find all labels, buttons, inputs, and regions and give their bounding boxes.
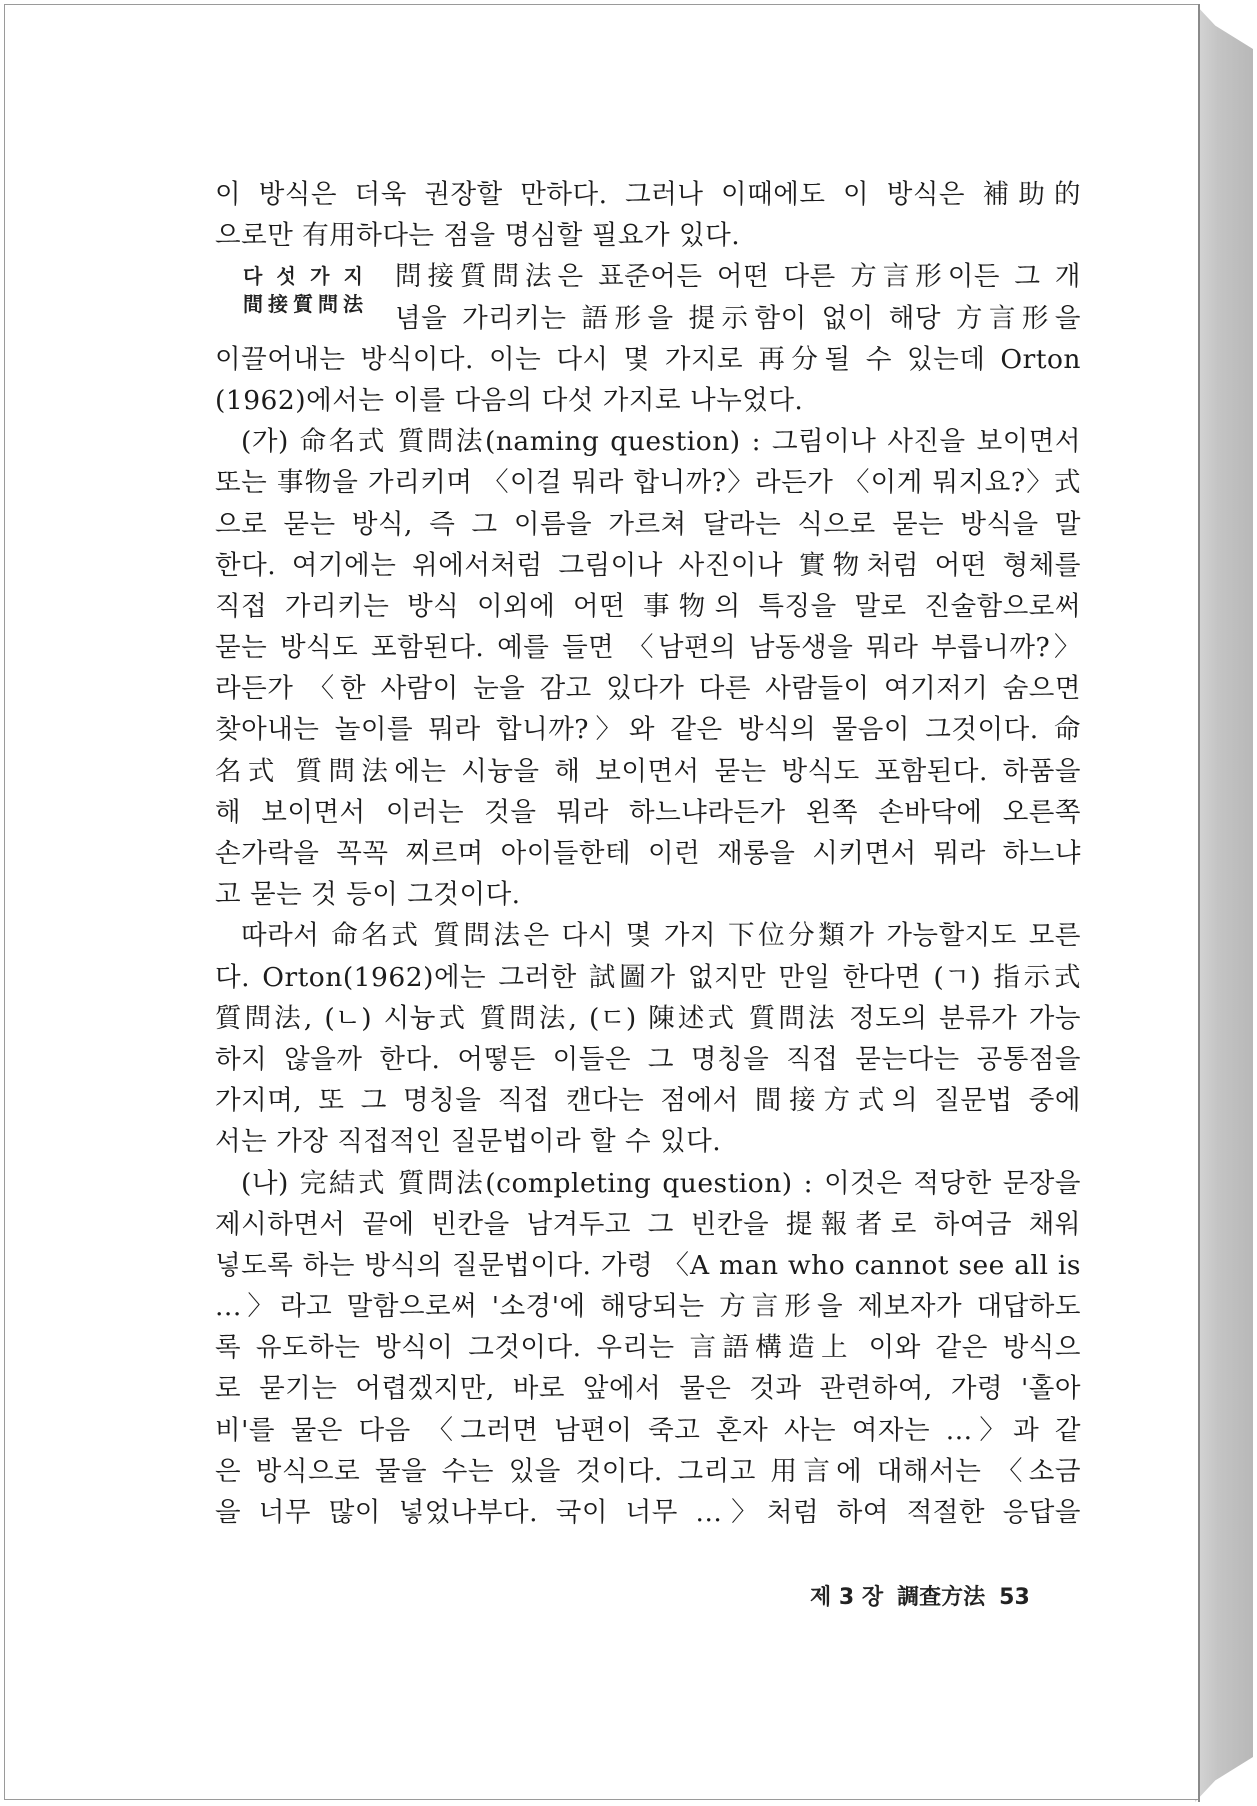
text-line: 하지 않을까 한다. 어떻든 이들은 그 명칭을 직접 묻는다는 공통점을	[215, 1043, 1081, 1075]
text-line: 또는 事物을 가리키며 〈이걸 뭐라 합니까?〉라든가 〈이게 뭐지요?〉式	[215, 467, 1081, 499]
page-edge-line	[1198, 4, 1200, 1802]
text-line: 록 유도하는 방식이 그것이다. 우리는 言語構造上 이와 같은 방식으	[215, 1332, 1081, 1364]
text-line: 제시하면서 끝에 빈칸을 남겨두고 그 빈칸을 提報者로 하여금 채워	[215, 1208, 1081, 1240]
text-line: 다. Orton(1962)에는 그러한 試圖가 없지만 만일 한다면 (ㄱ) 指示式	[215, 961, 1081, 993]
text-line: 찾아내는 놀이를 뭐라 합니까?〉와 같은 방식의 물음이 그것이다. 命	[215, 714, 1081, 746]
text-line: 質問法, (ㄴ) 시늉式 質問法, (ㄷ) 陳述式 質問法 정도의 분류가 가능	[215, 1002, 1081, 1034]
text-line: 한다. 여기에는 위에서처럼 그림이나 사진이나 實物처럼 어떤 형체를	[215, 549, 1081, 581]
body-text	[215, 174, 1081, 1533]
page-footer	[810, 1580, 1060, 1620]
text-line: 서는 가장 직접적인 질문법이라 할 수 있다.	[215, 1126, 722, 1158]
text-line: 해 보이면서 이러는 것을 뭐라 하느냐라든가 왼쪽 손바닥에 오른쪽	[215, 796, 1081, 828]
text-line: 고 묻는 것 등이 그것이다.	[215, 879, 521, 911]
side-heading-line-2: 間接質問法	[243, 292, 363, 317]
side-heading	[243, 262, 363, 318]
chapter-title: 調査方法	[897, 1585, 986, 1610]
text-line: 가지며, 또 그 명칭을 직접 캔다는 점에서 間接方式의 질문법 중에	[215, 1085, 1081, 1117]
text-line: (나) 完結式 質問法(completing question) : 이것은 적당한 문장을	[241, 1167, 1081, 1199]
text-line: (1962)에서는 이를 다음의 다섯 가지로 나누었다.	[215, 384, 804, 416]
text-line: 은 방식으로 물을 수는 있을 것이다. 그리고 用言에 대해서는 〈소금	[215, 1455, 1081, 1487]
text-line: 으로 묻는 방식, 즉 그 이름을 가르쳐 달라는 식으로 묻는 방식을 말	[215, 508, 1081, 540]
text-line: 問接質問法은 표준어든 어떤 다른 方言形이든 그 개	[395, 261, 1081, 293]
text-line: 이 방식은 더욱 권장할 만하다. 그러나 이때에도 이 방식은 補助的	[215, 179, 1081, 210]
text-line: 넣도록 하는 방식의 질문법이다. 가령 〈A man who cannot see all is	[215, 1249, 1081, 1281]
text-line: 을 너무 많이 넣었나부다. 국이 너무 ...〉처럼 하여 적절한 응답을	[215, 1497, 1081, 1528]
text-line: 념을 가리키는 語形을 提示함이 없이 해당 方言形을	[395, 302, 1081, 334]
text-line: (가) 命名式 質問法(naming question) : 그림이나 사진을 보이면서	[241, 426, 1081, 458]
text-line: 로 묻기는 어렵겠지만, 바로 앞에서 물은 것과 관련하여, 가령 '홀아	[215, 1373, 1081, 1405]
text-line: 따라서 命名式 質問法은 다시 몇 가지 下位分類가 가능할지도 모른	[241, 920, 1081, 952]
chapter-label: 제 3 장	[810, 1585, 884, 1610]
text-line: 라든가 〈한 사람이 눈을 감고 있다가 다른 사람들이 여기저기 숨으면	[215, 673, 1081, 705]
text-line: 으로만 有用하다는 점을 명심할 필요가 있다.	[215, 220, 741, 252]
text-line: 묻는 방식도 포함된다. 예를 들면 〈남편의 남동생을 뭐라 부릅니까?〉	[215, 632, 1081, 664]
book-edge-shadow	[1195, 4, 1253, 1802]
page-number: 53	[999, 1585, 1030, 1610]
section-heading-row	[215, 256, 1081, 338]
text-line: 손가락을 꼭꼭 찌르며 아이들한테 이런 재롱을 시키면서 뭐라 하느냐	[215, 838, 1081, 869]
side-heading-line-1: 다 섯 가 지	[243, 264, 363, 289]
text-line: ...〉라고 말함으로써 '소경'에 해당되는 方言形을 제보자가 대답하도	[215, 1291, 1081, 1323]
text-line: 비'를 물은 다음 〈그러면 남편이 죽고 혼자 사는 여자는 ...〉과 같	[215, 1414, 1081, 1446]
text-line: 직접 가리키는 방식 이외에 어떤 事物의 특징을 말로 진술함으로써	[215, 590, 1081, 622]
text-line: 名式 質問法에는 시늉을 해 보이면서 묻는 방식도 포함된다. 하품을	[215, 755, 1081, 787]
text-line: 이끌어내는 방식이다. 이는 다시 몇 가지로 再分될 수 있는데 Orton	[215, 343, 1081, 375]
